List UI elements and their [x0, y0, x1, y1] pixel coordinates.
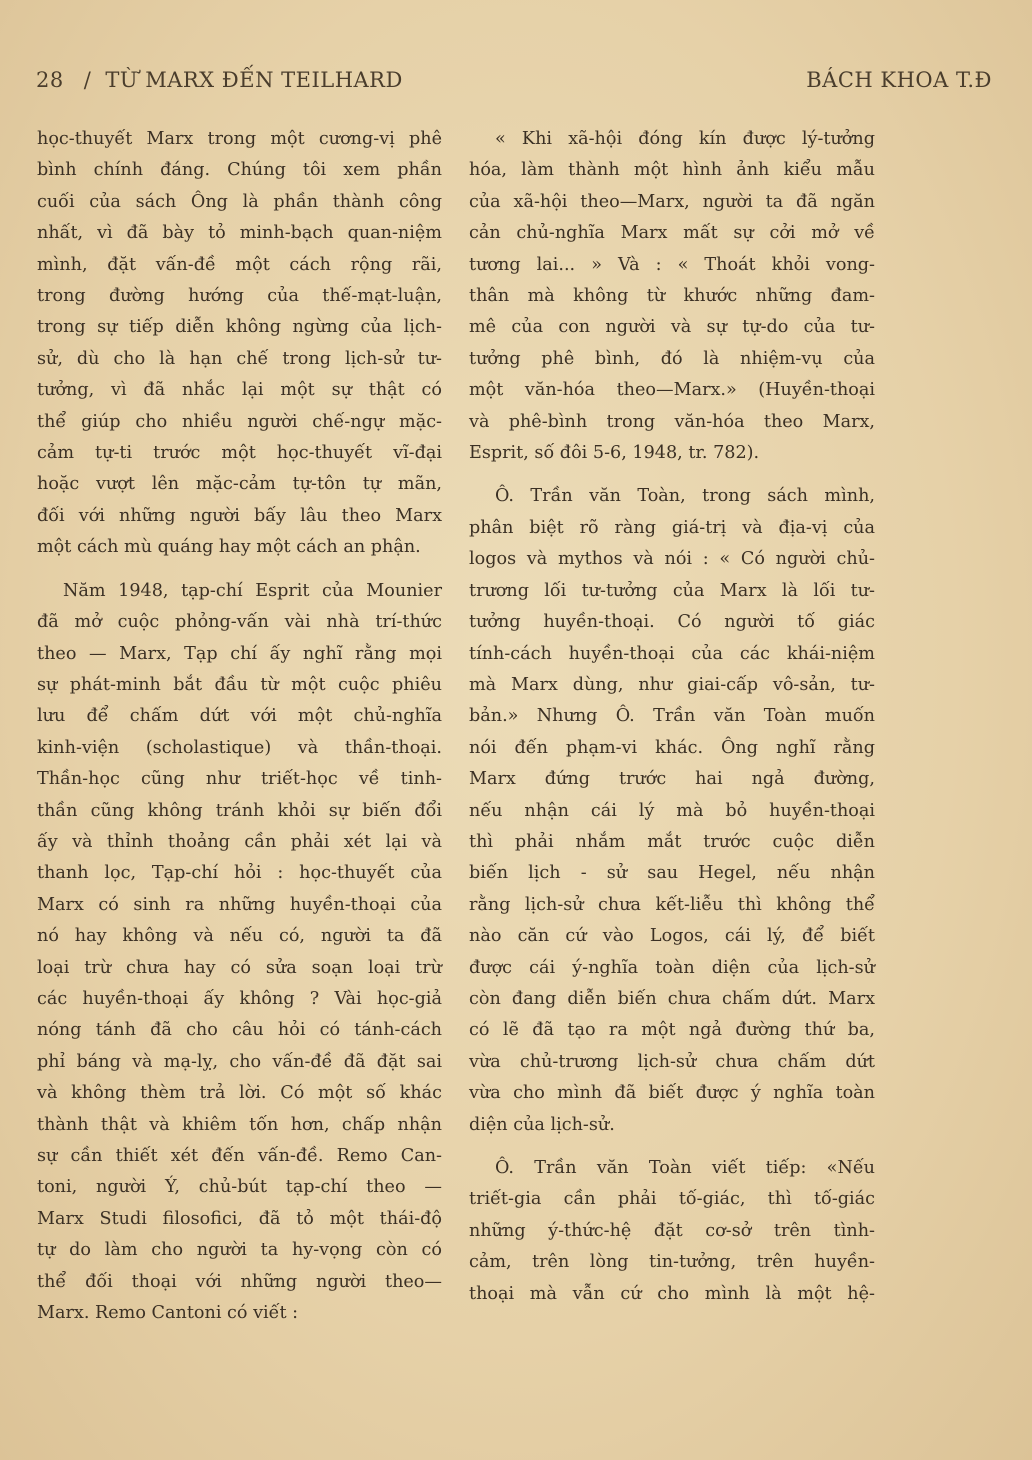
text-line: Thần-học cũng như triết-học về tinh- — [37, 769, 442, 790]
text-line: Marx đứng trước hai ngả đường, — [469, 769, 875, 790]
text-line: diện của lịch-sử. — [469, 1114, 615, 1135]
text-line: thành thật và khiêm tốn hơn, chấp nhận — [37, 1114, 442, 1135]
paragraph — [469, 481, 875, 1141]
text-line: triết-gia cần phải tố-giác, thì tố-giác — [469, 1189, 875, 1210]
text-line: thể đối thoại với những người theo— — [37, 1271, 442, 1292]
header-left — [36, 68, 403, 92]
text-line: các huyền-thoại ấy không ? Vài học-giả — [37, 988, 442, 1009]
text-line: học-thuyết Marx trong một cương-vị phê — [37, 129, 442, 149]
text-line: vừa cho mình đã biết được ý nghĩa toàn — [469, 1083, 875, 1104]
text-line: thể giúp cho nhiều người chế-ngự mặc- — [37, 411, 442, 432]
text-line: còn đang diễn biến chưa chấm dứt. Marx — [469, 988, 875, 1009]
text-line: đã mở cuộc phỏng-vấn vài nhà trí-thức — [37, 612, 442, 633]
page-number: 28 — [36, 68, 64, 92]
text-line: được cái ý-nghĩa toàn diện của lịch-sử — [469, 957, 875, 978]
text-line: lưu để chấm dứt với một chủ-nghĩa — [37, 706, 442, 727]
text-line: sự phát-minh bắt đầu từ một cuộc phiêu — [37, 674, 442, 695]
paragraph — [469, 1153, 875, 1310]
text-line: một văn-hóa theo—Marx.» (Huyền-thoại — [469, 380, 875, 401]
text-line: cảm tự-ti trước một học-thuyết vĩ-đại — [37, 443, 442, 464]
section-title: TỪ MARX ĐẾN TEILHARD — [105, 68, 403, 92]
text-line: trong đường hướng của thế-mạt-luận, — [37, 286, 442, 307]
text-line: Năm 1948, tạp-chí Esprit của Mounier — [63, 580, 442, 601]
text-line: theo — Marx, Tạp chí ấy nghĩ rằng mọi — [37, 643, 442, 664]
text-line: nóng tánh đã cho câu hỏi có tánh-cách — [37, 1020, 442, 1041]
text-line: bình chính đáng. Chúng tôi xem phần — [37, 160, 442, 181]
text-line: và không thèm trả lời. Có một số khác — [37, 1083, 442, 1104]
text-line: logos và mythos và nói : « Có người chủ- — [469, 549, 875, 570]
text-line: có lẽ đã tạo ra một ngả đường thứ ba, — [469, 1020, 875, 1041]
text-line: loại trừ chưa hay có sửa soạn loại trừ — [37, 957, 442, 978]
text-line: Esprit, số đôi 5-6, 1948, tr. 782). — [469, 443, 760, 464]
text-line: thoại mà vẫn cứ cho mình là một hệ- — [469, 1283, 875, 1304]
text-line: của xã-hội theo—Marx, người ta đã ngăn — [469, 191, 875, 212]
text-line: tưởng huyền-thoại. Có người tố giác — [469, 612, 875, 633]
right-column — [469, 124, 875, 1364]
paragraph — [469, 124, 875, 469]
text-line: mà Marx dùng, như giai-cấp vô-sản, tư- — [469, 674, 875, 695]
text-line: tưởng, vì đã nhắc lại một sự thật có — [37, 380, 442, 401]
text-line: tính-cách huyền-thoại của các khái-niệm — [469, 643, 875, 664]
text-line: nào căn cứ vào Logos, cái lý, để biết — [469, 926, 875, 947]
text-line: cuối của sách Ông là phần thành công — [37, 191, 442, 212]
text-line: hóa, làm thành một hình ảnh kiểu mẫu — [469, 160, 875, 181]
text-line: hoặc vượt lên mặc-cảm tự-tôn tự mãn, — [37, 474, 442, 495]
text-line: một cách mù quáng hay một cách an phận. — [37, 537, 421, 558]
text-line: kinh-viện (scholastique) và thần-thoại. — [37, 737, 442, 758]
text-line: vừa chủ-trương lịch-sử chưa chấm dứt — [469, 1051, 875, 1072]
text-line: trong sự tiếp diễn không ngừng của lịch- — [37, 317, 442, 338]
text-line: thần cũng không tránh khỏi sự biến đổi — [37, 800, 442, 821]
text-line: nói đến phạm-vi khác. Ông nghĩ rằng — [469, 737, 875, 758]
text-line: ấy và thỉnh thoảng cần phải xét lại và — [37, 831, 442, 852]
text-line: trương lối tư-tưởng của Marx là lối tư- — [469, 580, 875, 601]
text-line: Marx. Remo Cantoni có viết : — [37, 1303, 299, 1324]
text-line: Ô. Trần văn Toàn viết tiếp: «Nếu — [495, 1158, 875, 1178]
journal-title: BÁCH KHOA T.Đ — [806, 68, 992, 92]
text-line: mê của con người và sự tự-do của tư- — [469, 317, 875, 338]
text-line: tương lai... » Và : « Thoát khỏi vong- — [469, 254, 875, 275]
text-line: toni, người Ý, chủ-bút tạp-chí theo — — [37, 1177, 442, 1198]
text-line: biến lịch - sử sau Hegel, nếu nhận — [469, 863, 875, 884]
text-line: sử, dù cho là hạn chế trong lịch-sử tư- — [37, 348, 442, 369]
text-line: bản.» Nhưng Ô. Trần văn Toàn muốn — [469, 706, 875, 727]
left-column — [37, 124, 442, 1364]
text-line: đối với những người bấy lâu theo Marx — [37, 505, 442, 526]
text-line: rằng lịch-sử chưa kết-liễu thì không thể — [469, 894, 875, 915]
text-line: thân mà không từ khước những đam- — [469, 286, 875, 307]
text-line: Ô. Trần văn Toàn, trong sách mình, — [495, 486, 875, 507]
text-line: tưởng phê bình, đó là nhiệm-vụ của — [469, 348, 875, 369]
paragraph — [37, 576, 442, 1330]
text-line: Marx Studi filosofici, đã tỏ một thái-độ — [37, 1208, 442, 1229]
text-line: cảm, trên lòng tin-tưởng, trên huyền- — [469, 1252, 875, 1273]
running-header — [36, 68, 992, 102]
text-line: nó hay không và nếu có, người ta đã — [37, 926, 442, 947]
text-line: phân biệt rõ ràng giá-trị và địa-vị của — [469, 517, 875, 538]
text-line: thanh lọc, Tạp-chí hỏi : học-thuyết của — [37, 863, 442, 884]
text-line: nhất, vì đã bày tỏ minh-bạch quan-niệm — [37, 223, 442, 244]
text-line: sự cần thiết xét đến vấn-đề. Remo Can- — [37, 1146, 442, 1166]
text-line: tự do làm cho người ta hy-vọng còn có — [37, 1240, 442, 1261]
text-line: và phê-bình trong văn-hóa theo Marx, — [469, 411, 875, 432]
text-line: « Khi xã-hội đóng kín được lý-tưởng — [495, 129, 875, 149]
paragraph — [37, 124, 442, 564]
text-line: những ý-thức-hệ đặt cơ-sở trên tình- — [469, 1220, 875, 1241]
text-line: nếu nhận cái lý mà bỏ huyền-thoại — [469, 800, 875, 821]
text-line: mình, đặt vấn-đề một cách rộng rãi, — [37, 254, 442, 275]
text-line: cản chủ-nghĩa Marx mất sự cởi mở về — [469, 223, 875, 244]
header-separator: / — [83, 68, 92, 92]
text-line: Marx có sinh ra những huyền-thoại của — [37, 894, 442, 915]
text-line: phỉ báng và mạ-lỵ, cho vấn-đề đã đặt sai — [37, 1051, 442, 1072]
text-line: thì phải nhắm mắt trước cuộc diễn — [469, 831, 875, 852]
